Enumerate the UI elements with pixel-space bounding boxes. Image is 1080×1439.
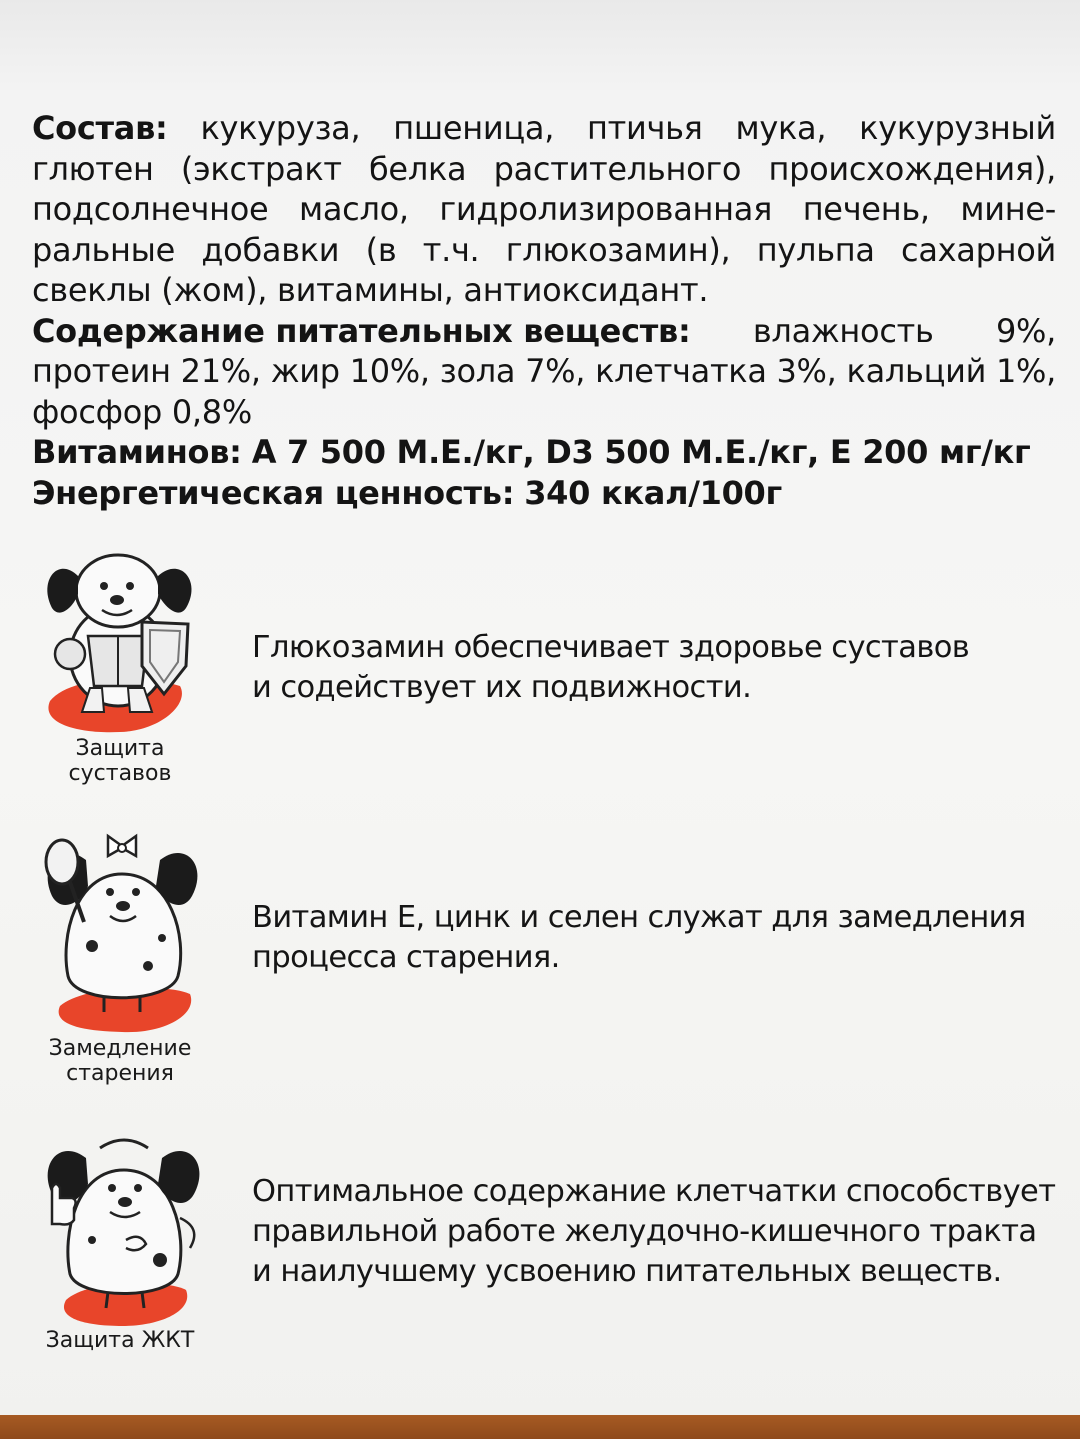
composition-line-1 — [32, 108, 1056, 149]
nutrients-value: фосфор 0,8% — [32, 392, 252, 431]
vitamins-value: А 7 500 М.Е./кг, D3 500 М.Е./кг, Е 200 мг/кг — [251, 433, 1031, 471]
composition-word: добавки — [201, 230, 340, 269]
benefit-digestion-text — [252, 1172, 1056, 1292]
composition-word: мине- — [960, 190, 1056, 228]
composition-word: (в — [365, 230, 397, 269]
caption-line: Защита — [75, 736, 165, 761]
benefit-text-line: Оптимальное содержание клетчатки способствует — [252, 1174, 1056, 1209]
composition-label: Состав: — [32, 109, 168, 147]
nutrients-label: Содержание питательных веществ: — [32, 311, 691, 350]
benefit-joints-icon-block — [30, 536, 210, 786]
nutrients-value: жир 10%, — [270, 352, 430, 390]
dog-with-mirror-and-bow-icon — [30, 826, 210, 1036]
caption-line: Замедление — [48, 1036, 192, 1061]
benefit-aging-caption — [30, 1036, 210, 1086]
benefit-aging-icon-block — [30, 826, 210, 1086]
knight-dog-with-shield-icon — [30, 536, 210, 736]
composition-word: мука, — [735, 109, 827, 147]
composition-block — [32, 108, 1056, 513]
composition-word: кукуруза, — [200, 109, 361, 147]
caption-line: суставов — [68, 761, 172, 786]
nutrients-value: протеин 21%, — [32, 352, 261, 390]
caption-line: старения — [66, 1061, 174, 1086]
nutrients-line-1 — [32, 311, 1056, 352]
benefit-joints-caption — [30, 736, 210, 786]
benefit-aging-text — [252, 898, 1042, 978]
composition-word: белка — [369, 149, 467, 188]
benefit-text-line: и наилучшему усвоению питательных веществ. — [252, 1254, 1002, 1289]
bottom-brown-band — [0, 1415, 1080, 1439]
composition-line-4 — [32, 230, 1056, 271]
energy-label: Энергетическая ценность: — [32, 473, 515, 512]
composition-line-5 — [32, 270, 1056, 311]
nutrients-value: влажность — [752, 311, 934, 350]
benefit-text-line: процесса старения. — [252, 940, 560, 975]
composition-word: ральные — [32, 230, 176, 269]
composition-word: птичья — [587, 109, 703, 147]
composition-word: свеклы (жом), витамины, антиоксидант. — [32, 271, 709, 309]
composition-line-3 — [32, 189, 1056, 230]
composition-word: (экстракт — [180, 149, 342, 188]
composition-word: масло, — [299, 190, 409, 228]
benefit-joints-text — [252, 628, 1042, 708]
vitamins-line — [32, 432, 1056, 473]
composition-word: пульпа — [756, 230, 875, 269]
composition-word: происхождения), — [768, 149, 1056, 188]
composition-word: пшеница, — [393, 109, 555, 147]
nutrients-line-2 — [32, 351, 1056, 392]
composition-line-2 — [32, 149, 1056, 190]
nutrients-line-3 — [32, 392, 1056, 433]
benefit-text-line: правильной работе желудочно-кишечного тракта — [252, 1214, 1037, 1249]
energy-value: 340 ккал/100г — [524, 473, 782, 512]
vitamins-label: Витаминов: — [32, 433, 242, 471]
benefit-digestion-caption — [30, 1328, 210, 1353]
composition-word: кукурузный — [859, 109, 1056, 147]
composition-word: глютен — [32, 149, 154, 188]
dog-thumbs-up-icon — [30, 1128, 210, 1328]
energy-line — [32, 473, 1056, 514]
caption-line: Защита ЖКТ — [45, 1328, 195, 1353]
composition-word: гидролизированная — [439, 190, 773, 228]
nutrients-value: клетчатка 3%, — [595, 352, 837, 390]
composition-word: растительного — [493, 149, 742, 188]
composition-word: сахарной — [901, 230, 1056, 269]
benefit-text-line: и содействует их подвижности. — [252, 670, 752, 705]
benefit-text-line: Глюкозамин обеспечивает здоровье суставов — [252, 630, 970, 665]
benefit-digestion-icon-block — [30, 1128, 210, 1353]
nutrients-value: 9%, — [995, 311, 1056, 350]
composition-word: печень, — [802, 190, 930, 228]
composition-word: т.ч. — [422, 230, 480, 269]
benefit-text-line: Витамин Е, цинк и селен служат для замедления — [252, 900, 1026, 935]
nutrients-value: зола 7%, — [439, 352, 586, 390]
composition-word: глюкозамин), — [505, 230, 731, 269]
composition-word: подсолнечное — [32, 190, 269, 228]
nutrients-value: кальций 1%, — [846, 352, 1056, 390]
